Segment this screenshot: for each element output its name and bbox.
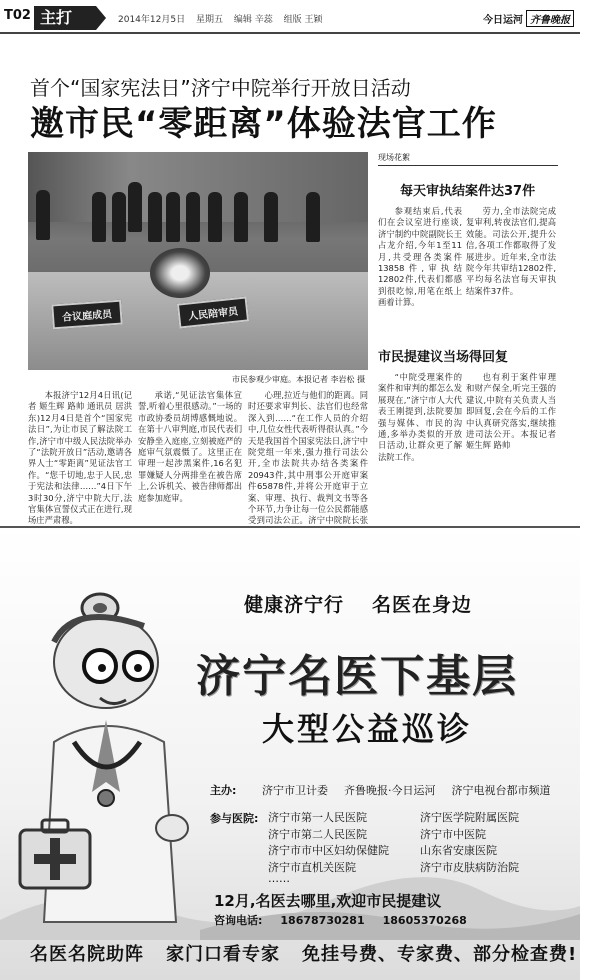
courtroom-photo — [28, 152, 368, 370]
issue-date: 2014年12月5日 — [118, 15, 186, 25]
page-number: T02 — [4, 8, 31, 23]
hospital-item: 山东省安康医院 — [420, 844, 497, 857]
sidebar-text-1b: 劳力,全市法院完成复审利,转夜法官们,提高效能。司法公开,提升公信,各项工作都取得了发展进步。近年来,全市法院今年共审结12802件,平均每名法官每天审执结案件37件。 — [466, 206, 556, 296]
brand-logo: 齐鲁晚报 — [526, 10, 574, 27]
article-headline: 邀市民“零距离”体验法官工作 — [30, 104, 497, 144]
sidebar-tag: 现场花絮 — [378, 152, 558, 166]
consult-phones — [214, 912, 485, 928]
ad-slogan — [244, 590, 500, 617]
sidebar-heading-2: 市民提建议当场得回复 — [378, 350, 509, 365]
sidebar-text-2a: “中院受理案件的案件和审判的都怎么发展现在,”济宁市人大代表王刚提到,法院要加强与媒体、市民的沟通,多举办类似的开放日活动,让群众更了解法院工作。 — [378, 372, 462, 462]
brand-left: 今日运河 — [483, 15, 523, 26]
article-column-1: 本报济宁12月4日讯(记者 姬生辉 路帅 通讯员 居洪东)12月4日是首个“国家宪法日”,为让市民了解法院工作,济宁市中级人民法院举办了“法院开放日”活动,邀请各界人士“零距离”见证法官工作。“您千切地,忠于人民,忠于宪法和法律……”4日下午3时30分,济宁中院大厅,法官集体宣誓仪式正在进行,现场庄严肃穆。 — [28, 390, 132, 526]
hospital-item: 济宁医学院附属医院 — [420, 811, 519, 824]
phone-1: 18678730281 — [280, 914, 365, 927]
ad-bottom-banner — [30, 940, 599, 966]
ad-title: 济宁名医下基层 — [196, 651, 518, 702]
article-column-3: 心理,拉近与他们的距离。同时还要求审判长、法官们也经常深入到……“在工作人员的介绍中,几位女性代表听得很认真。”今天是我国首个国家宪法日,济宁中院党组一年来,强力推行司法公开,全市法院共办结各类案件20943件,其中刑事公开庭审案件65878件,并将公开庭审于立案、审理、执行、裁判文书等各个环节,力争让每一位公民都能感受到司法公正。济宁中院院长张 — [248, 390, 368, 526]
hospital-item: 济宁市直机关医院 — [268, 860, 356, 874]
slogan-2: 名医在身边 — [372, 594, 473, 616]
phone-label: 咨询电话: — [214, 914, 263, 927]
hospital-item: 济宁市中医院 — [420, 827, 486, 841]
photo-sign-juror: 人民陪审员 — [177, 296, 249, 328]
host-3: 济宁电视台都市频道 — [451, 784, 551, 797]
sidebar-text-1a: 参观结束后,代表们在会议室进行座谈,济宁制约中院副院长王占龙介绍,今年1至11月,共受理各类案件13858件,审执结12802件,代表们都感到很吃惊,用笔在纸上画着计算。 — [378, 206, 462, 308]
hospital-list-right — [420, 810, 519, 876]
participants-label: 参与医院: — [210, 812, 259, 825]
article-column-2: 承诺,“见证法官集体宣誓,听着心里很感动。”一场的市政协委员胡博感慨地说。在第十八审判庭,市民代表们安静坐入庭座,立刻被庭严的庭审气氛震慑了。这里正在审理一起涉黑案件,16名犯罪嫌疑人分两排坐在被告席上,公诉机关、被告律师都出庭参加庭审。 — [138, 390, 242, 503]
hosts-list — [262, 782, 567, 798]
banner-item-2: 家门口看专家 — [166, 944, 280, 965]
header-meta — [118, 12, 330, 25]
host-2: 齐鲁晚报·今日运河 — [344, 784, 436, 797]
hospital-item: 济宁市市中区妇幼保健院 — [268, 844, 389, 857]
banner-item-1: 名医名院助阵 — [30, 944, 144, 965]
newspaper-brand — [483, 10, 574, 27]
doctor-illustration — [14, 592, 204, 932]
sidebar-heading-1: 每天审执结案件达37件 — [400, 184, 536, 199]
section-label: 主打 — [34, 6, 96, 30]
photo-sign-panel: 合议庭成员 — [51, 300, 123, 330]
hosts-label: 主办: — [210, 784, 237, 797]
editor: 编辑 辛蕊 — [233, 15, 273, 25]
weekday: 星期五 — [195, 15, 223, 25]
photo-caption: 市民参观少审庭。本报记者 李岩松 摄 — [232, 375, 366, 384]
host-1: 济宁市卫计委 — [262, 784, 328, 797]
hospital-item: 济宁市第一人民医院 — [268, 811, 367, 824]
sidebar-text-2b: 也有利于案件审理和财产保全,听完王强的建议,中院有关负责人当即回复,会在今后的工作中认真研究落实,继续推进司法公开。本报记者 姬生辉 路帅 — [466, 372, 556, 451]
hospital-ellipsis: …… — [268, 872, 290, 885]
ad-question: 12月,名医去哪里,欢迎市民提建议 — [214, 892, 442, 910]
hospital-list-left — [268, 810, 389, 876]
ad-subtitle: 大型公益巡诊 — [262, 710, 473, 748]
hospital-item: 济宁市皮肤病防治院 — [420, 860, 519, 874]
banner-item-3: 免挂号费、专家费、部分检查费! — [302, 944, 578, 965]
hospital-item: 济宁市第二人民医院 — [268, 827, 367, 841]
slogan-1: 健康济宁行 — [244, 594, 345, 616]
phone-2: 18605370268 — [382, 914, 467, 927]
article-kicker: 首个“国家宪法日”济宁中院举行开放日活动 — [30, 76, 411, 100]
proofreader: 组版 王颖 — [283, 15, 323, 25]
